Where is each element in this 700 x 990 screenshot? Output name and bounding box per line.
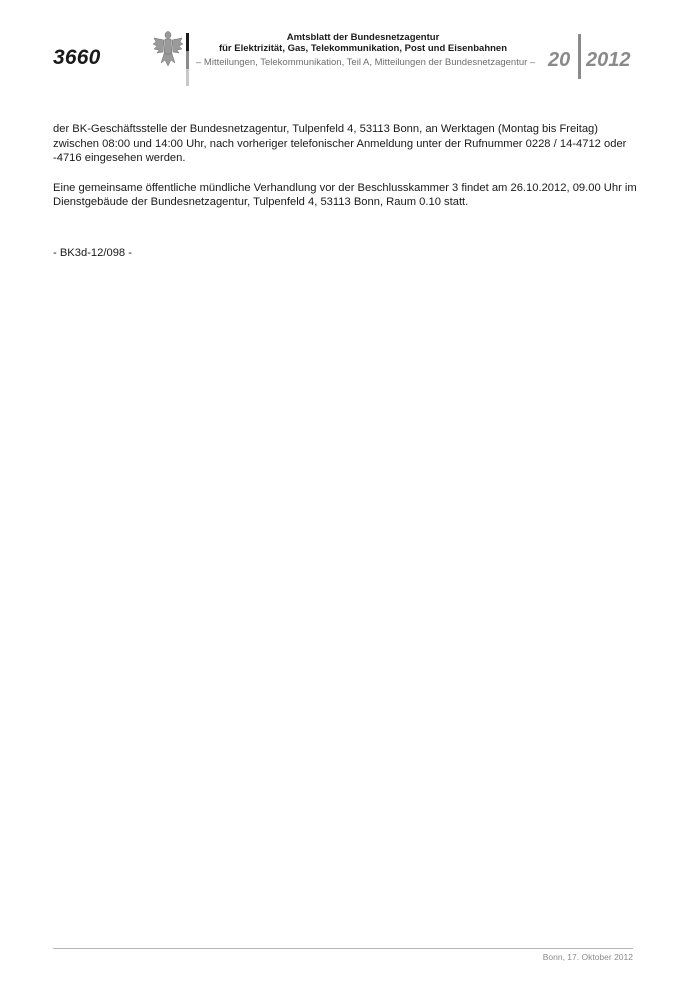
section-subtitle: – Mitteilungen, Telekommunikation, Teil A, Mitteilungen der Bundesnetzagentur – xyxy=(196,57,536,68)
body-paragraph: der BK-Geschäftsstelle der Bundesnetzagentur, Tulpenfeld 4, 53113 Bonn, an Werktagen (Montag bis Freitag) zwischen 08:00 und 14:00 Uhr, nach vorheriger telefonischer Anmeldung unter der Rufnummer 0228 / 14-4712 oder -4716 eingesehen werden. xyxy=(53,123,627,165)
gazette-title xyxy=(190,32,536,54)
reference-number: - BK3d-12/098 - xyxy=(53,246,132,259)
federal-eagle-icon xyxy=(152,30,184,68)
body-paragraph: Eine gemeinsame öffentliche mündliche Verhandlung vor der Beschlusskammer 3 findet am 26.10.2012, 09.00 Uhr im Dienstgebäude der Bundesnetzagentur, Tulpenfeld 4, 53113 Bonn, Raum 0.10 statt. xyxy=(53,181,637,209)
issue-number: 20 xyxy=(548,49,571,71)
issue-divider xyxy=(578,34,581,79)
issue-year: 2012 xyxy=(586,49,631,71)
gazette-title-line-2: für Elektrizität, Gas, Telekommunikation, Post und Eisenbahnen xyxy=(218,43,508,54)
page-number: 3660 xyxy=(53,46,101,69)
gazette-title-line-1: Amtsblatt der Bundesnetzagentur xyxy=(286,32,440,43)
footer-date: Bonn, 17. Oktober 2012 xyxy=(542,952,633,962)
document-body xyxy=(53,122,638,276)
footer-divider xyxy=(53,948,633,949)
header-color-bar xyxy=(186,33,189,86)
